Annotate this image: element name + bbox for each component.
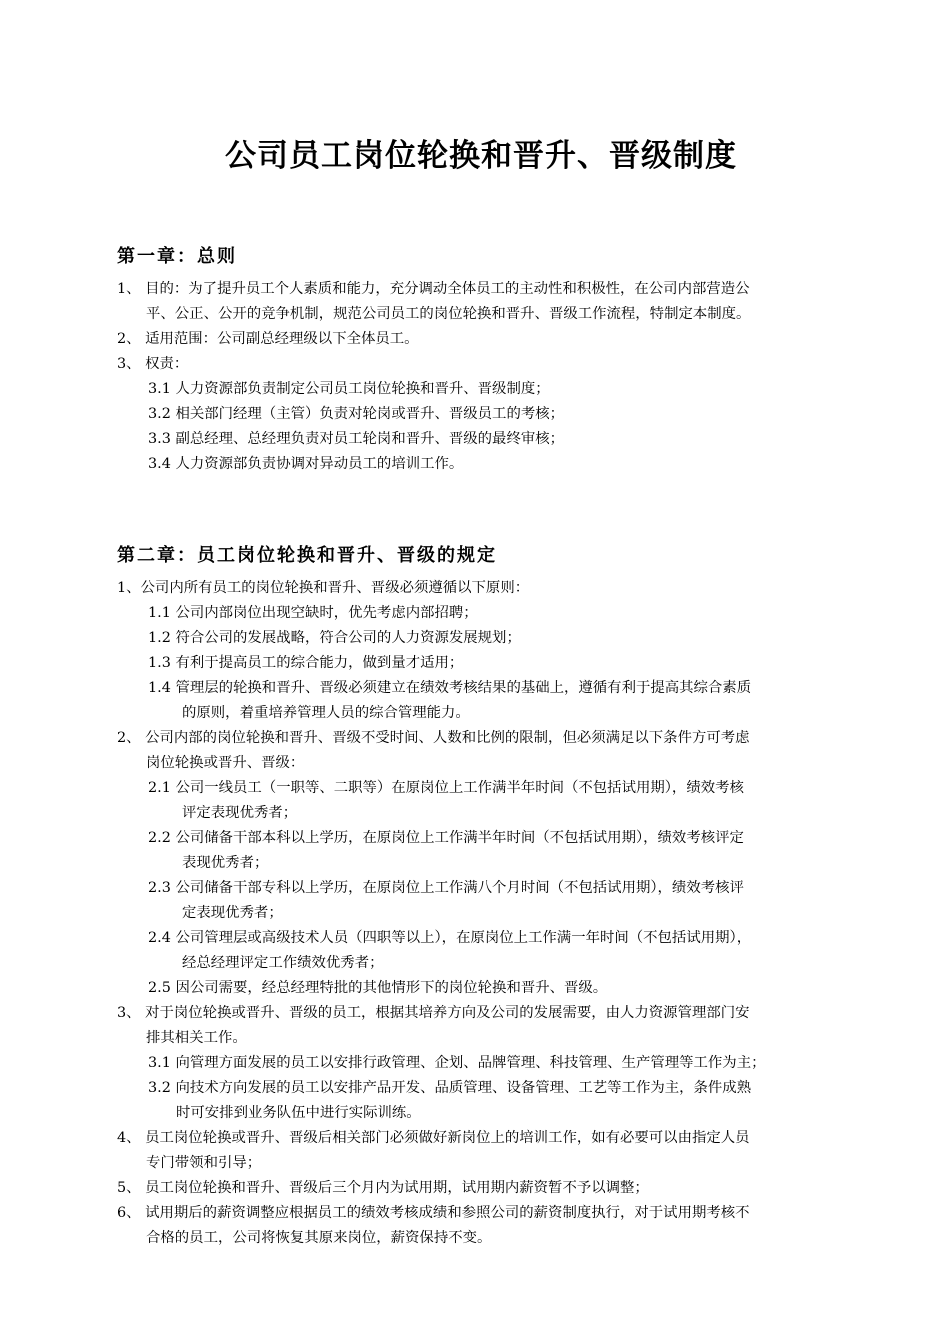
chapter-1-heading: 第一章：总则 [117,246,237,267]
paragraph-line: 1.1 公司内部岗位出现空缺时，优先考虑内部招聘； [148,605,478,621]
paragraph-line: 平、公正、公开的竞争机制，规范公司员工的岗位轮换和晋升、晋级工作流程，特制定本制度。 [146,306,751,322]
paragraph-line: 3、 对于岗位轮换或晋升、晋级的员工，根据其培养方向及公司的发展需要，由人力资源管理部门安 [117,1005,750,1021]
paragraph-line: 5、 员工岗位轮换和晋升、晋级后三个月内为试用期，试用期内薪资暂不予以调整； [117,1180,649,1196]
paragraph-line: 4、 员工岗位轮换或晋升、晋级后相关部门必须做好新岗位上的培训工作，如有必要可以由指定人员 [117,1130,750,1146]
paragraph-line: 排其相关工作。 [146,1030,247,1046]
document-title: 公司员工岗位轮换和晋升、晋级制度 [225,138,737,174]
chapter-2-heading: 第二章：员工岗位轮换和晋升、晋级的规定 [117,545,497,566]
paragraph-line: 3.2 相关部门经理（主管）负责对轮岗或晋升、晋级员工的考核； [148,406,565,422]
paragraph-line: 2.4 公司管理层或高级技术人员（四职等以上），在原岗位上工作满一年时间（不包括试用期）， [148,930,752,946]
paragraph-line: 定表现优秀者； [182,905,283,921]
paragraph-line: 3.3 副总经理、总经理负责对员工轮岗和晋升、晋级的最终审核； [148,431,565,447]
paragraph-line: 的原则，着重培养管理人员的综合管理能力。 [182,705,470,721]
paragraph-line: 岗位轮换或晋升、晋级： [146,755,305,771]
paragraph-line: 3.2 向技术方向发展的员工以安排产品开发、品质管理、设备管理、工艺等工作为主，条件成熟 [148,1080,752,1096]
paragraph-line: 3、 权责： [117,356,189,372]
paragraph-line: 2.2 公司储备干部本科以上学历，在原岗位上工作满半年时间（不包括试用期），绩效考核评定 [148,830,744,846]
paragraph-line: 2.5 因公司需要，经总经理特批的其他情形下的岗位轮换和晋升、晋级。 [148,980,608,996]
paragraph-line: 1.4 管理层的轮换和晋升、晋级必须建立在绩效考核结果的基础上，遵循有利于提高其综合素质 [148,680,752,696]
paragraph-line: 3.1 向管理方面发展的员工以安排行政管理、企划、品牌管理、科技管理、生产管理等工作为主； [148,1055,766,1071]
paragraph-line: 2.3 公司储备干部专科以上学历，在原岗位上工作满八个月时间（不包括试用期），绩效考核评 [148,880,744,896]
paragraph-line: 经总经理评定工作绩效优秀者； [182,955,384,971]
paragraph-line: 合格的员工，公司将恢复其原来岗位，薪资保持不变。 [146,1230,492,1246]
paragraph-line: 专门带领和引导； [146,1155,262,1171]
paragraph-line: 表现优秀者； [182,855,269,871]
paragraph-line: 1、公司内所有员工的岗位轮换和晋升、晋级必须遵循以下原则： [117,580,530,596]
paragraph-line: 1.3 有利于提高员工的综合能力，做到量才适用； [148,655,464,671]
paragraph-line: 3.1 人力资源部负责制定公司员工岗位轮换和晋升、晋级制度； [148,381,550,397]
paragraph-line: 时可安排到业务队伍中进行实际训练。 [176,1105,421,1121]
paragraph-line: 6、 试用期后的薪资调整应根据员工的绩效考核成绩和参照公司的薪资制度执行，对于试用期考核不 [117,1205,750,1221]
paragraph-line: 2、 公司内部的岗位轮换和晋升、晋级不受时间、人数和比例的限制，但必须满足以下条件方可考虑 [117,730,750,746]
paragraph-line: 1.2 符合公司的发展战略，符合公司的人力资源发展规划； [148,630,521,646]
paragraph-line: 1、 目的：为了提升员工个人素质和能力，充分调动全体员工的主动性和积极性，在公司内部营造公 [117,281,750,297]
paragraph-line: 2.1 公司一线员工（一职等、二职等）在原岗位上工作满半年时间（不包括试用期），绩效考核 [148,780,744,796]
paragraph-line: 3.4 人力资源部负责协调对异动员工的培训工作。 [148,456,464,472]
paragraph-line: 2、 适用范围：公司副总经理级以下全体员工。 [117,331,419,347]
paragraph-line: 评定表现优秀者； [182,805,298,821]
